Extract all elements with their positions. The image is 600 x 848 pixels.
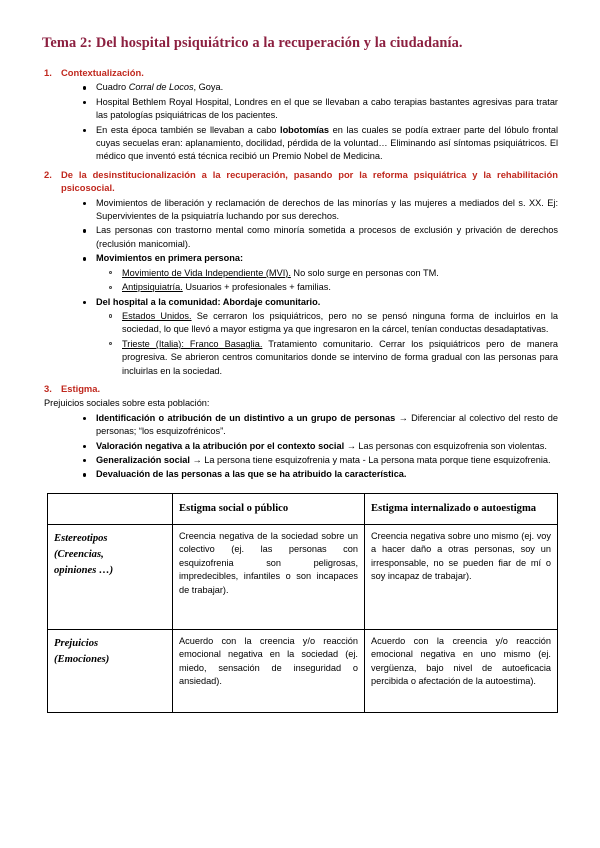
- text-run: Antipsiquiatría.: [122, 282, 183, 293]
- table-header-cell: [48, 493, 173, 524]
- text-run: en las cuales se podía extraer parte del lóbulo frontal cuyas secuelas eran: aplanamiento, docilidad, pérdida de la voluntad… Eliminando así síntomas psiquiátricos. El médico que inventó está técnica recibió un Premio Nobel de Medicina.: [96, 124, 559, 162]
- text-run: Identificación o atribución de un distintivo a un grupo de personas: [96, 412, 396, 423]
- table-cell-internalized-stigma: Acuerdo con la creencia y/o reacción emocional negativa en uno mismo (ej. vergüenza, bajo nivel de autoeficacia percibida o afectación de la autoestima).: [365, 629, 558, 712]
- section-title: Contextualización.: [61, 67, 144, 78]
- text-run: Usuarios + profesionales + familias.: [182, 282, 331, 293]
- section-intro: Prejuicios sociales sobre esta población:: [44, 398, 210, 409]
- section-heading: [42, 382, 558, 395]
- bullet-item: [82, 96, 558, 123]
- text-run: En esta época también se llevaban a cabo: [96, 124, 281, 135]
- table-row: [48, 524, 558, 629]
- sub-bullet-list: [82, 310, 558, 378]
- text-run: lobotomías: [280, 124, 330, 135]
- text-run: Movimientos en primera persona:: [96, 253, 244, 264]
- section-title: Estigma.: [61, 383, 101, 395]
- section-number: 1.: [44, 67, 52, 78]
- text-run: No solo surge en personas con TM.: [290, 267, 439, 278]
- bullet-item: [82, 252, 558, 265]
- text-run: Movimientos de liberación y reclamación de derechos de las minorías y las mujeres a mediados del s. XX. Ej: Supervivientes de la psiquiatría luchando por sus derechos.: [96, 197, 558, 221]
- bullet-item: [82, 124, 558, 164]
- text-run: → La persona tiene esquizofrenia y mata - La persona mata porque tiene esquizofrenia.: [189, 455, 551, 465]
- table-cell-social-stigma: Acuerdo con la creencia y/o reacción emocional negativa en la sociedad (ej. miedo, sensación de inseguridad o ansiedad).: [173, 629, 365, 712]
- document-title: Tema 2: Del hospital psiquiátrico a la recuperación y la ciudadanía.: [42, 35, 463, 51]
- table-header-cell: Estigma internalizado o autoestigma: [365, 493, 558, 524]
- sub-bullet-item: [108, 267, 558, 280]
- text-run: Estados Unidos.: [122, 310, 192, 321]
- bullet-item: [82, 296, 558, 309]
- section-heading: [42, 66, 558, 79]
- section: [42, 168, 558, 378]
- text-run: Valoración negativa a la atribución por el contexto social: [96, 440, 345, 451]
- section: [42, 66, 558, 164]
- text-run: → Las personas con esquizofrenia son violentas.: [344, 440, 547, 451]
- sub-bullet-list: [82, 267, 558, 295]
- text-run: Cuadro: [96, 82, 129, 93]
- text-run: Se cerraron los psiquiátricos, pero no se pensó ninguna forma de incluirlos en la sociedad, lo que llevó a mayor estigma ya que ingresaron en la cárcel, tenían conductas desadaptativas.: [122, 310, 558, 335]
- bullet-item: [82, 81, 558, 94]
- bullet-item: [82, 224, 558, 251]
- text-run: Generalización social: [96, 455, 190, 465]
- text-run: Las personas con trastorno mental como minoría sometida a procesos de exclusión y privación de derechos (reclusión manicomial).: [96, 225, 558, 249]
- bullet-item: [82, 197, 558, 224]
- section: [42, 382, 558, 482]
- text-run: Hospital Bethlem Royal Hospital, Londres en el que se llevaban a cabo terapias bastantes agresivas para tratar las patologías psiquiátricas de los pacientes.: [96, 96, 558, 121]
- table-row-label: Prejuicios (Emociones): [48, 629, 173, 712]
- bullet-list: [42, 412, 558, 482]
- table-row: [48, 629, 558, 712]
- text-run: Del hospital a la comunidad: Abordaje comunitario.: [96, 296, 321, 307]
- table-cell-social-stigma: Creencia negativa de la sociedad sobre un colectivo (ej. las personas con esquizofrenia son peligrosas, impredecibles, infantiles o son incapaces de trabajar).: [173, 524, 365, 629]
- table-header-row: [48, 493, 558, 524]
- text-run: Movimiento de Vida Independiente (MVI).: [122, 267, 291, 278]
- sub-bullet-item: [108, 338, 558, 378]
- table-row-label: Estereotipos (Creencias, opiniones …): [48, 524, 173, 629]
- bullet-list: [42, 197, 558, 378]
- bullet-item: [82, 468, 558, 481]
- bullet-item: [82, 454, 558, 467]
- text-run: Trieste (Italia): Franco Basaglia.: [122, 338, 263, 349]
- table-header-cell: Estigma social o público: [173, 493, 365, 524]
- text-run: Corral de Locos: [128, 82, 194, 93]
- bullet-item: [82, 440, 558, 453]
- sections-container: [42, 66, 558, 482]
- text-run: Tratamiento comunitario. Cerrar los psiquiátricos pero de manera progresiva. Se abrieron centros comunitarios donde se intervino de forma gradual con las personas para incluirlas en la sociedad.: [122, 338, 559, 376]
- bullet-list: [42, 81, 558, 164]
- section-number: 2.: [44, 168, 52, 180]
- sub-bullet-item: [108, 310, 558, 337]
- section-number: 3.: [44, 383, 52, 395]
- section-title: De la desinstitucionalización a la recuperación, pasando por la reforma psiquiátrica y la rehabilitación psicosocial.: [61, 168, 558, 194]
- table-cell-internalized-stigma: Creencia negativa sobre uno mismo (ej. voy a hacer daño a otras personas, soy un irresponsable, no se pueden fiar de mí o soy incapaz de trabajar).: [365, 524, 558, 629]
- bullet-item: [82, 412, 558, 439]
- stigma-table: [47, 493, 558, 713]
- section-heading: [42, 168, 558, 195]
- text-run: , Goya.: [193, 82, 224, 93]
- text-run: → Diferenciar al colectivo del resto de personas; “los esquizofrénicos”.: [96, 412, 558, 437]
- sub-bullet-item: [108, 281, 558, 294]
- text-run: Devaluación de las personas a las que se ha atribuido la característica.: [96, 469, 407, 480]
